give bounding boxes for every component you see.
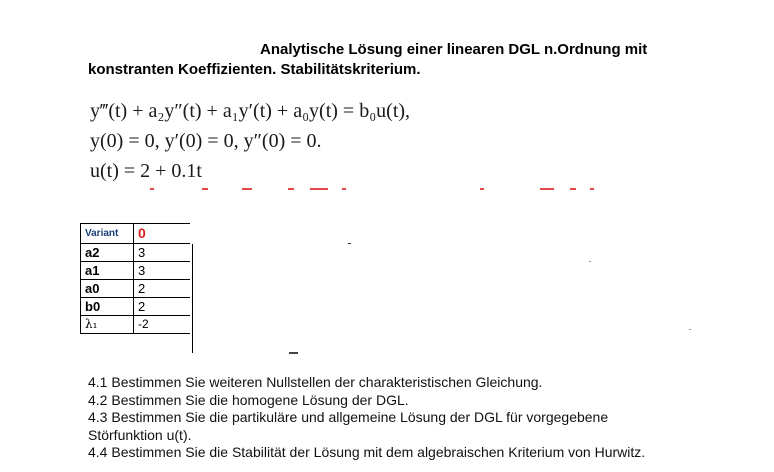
variant-table — [80, 223, 190, 334]
param-label: a2 — [81, 244, 134, 262]
stray-mark — [589, 261, 591, 262]
param-label: b0 — [81, 298, 134, 316]
formula-block — [90, 96, 410, 186]
param-value: 2 — [134, 298, 191, 316]
initial-conditions: y(0) = 0, y′(0) = 0, y″(0) = 0. — [90, 130, 322, 152]
stray-mark — [289, 352, 298, 354]
table-row — [81, 262, 191, 280]
stray-mark — [689, 329, 691, 330]
task-item: 4.1 Bestimmen Sie weiteren Nullstellen der charakteristischen Gleichung. — [88, 374, 543, 390]
title-line-1: Analytische Lösung einer linearen DGL n.Ordnung mit — [260, 41, 648, 58]
input-function: u(t) = 2 + 0.1t — [90, 160, 202, 182]
table-header-row — [81, 224, 191, 244]
task-list — [88, 374, 768, 462]
title-line-2: konstranten Koeffizienten. Stabilitätskriterium. — [88, 61, 421, 78]
task-item: 4.2 Bestimmen Sie die homogene Lösung der DGL. — [88, 391, 409, 408]
table-row — [81, 280, 191, 298]
variant-number: 0 — [134, 224, 191, 244]
table-row — [81, 244, 191, 262]
param-value: 3 — [134, 262, 191, 280]
task-item: 4.4 Bestimmen Sie die Stabilität der Lösung mit dem algebraischen Kriterium von Hurwitz. — [88, 444, 646, 460]
task-item: 4.3 Bestimmen Sie die partikuläre und allgemeine Lösung der DGL für vorgegebene — [88, 409, 609, 425]
stray-mark — [348, 243, 351, 244]
param-label: a0 — [81, 280, 134, 298]
table-row — [81, 298, 191, 316]
lambda-value: -2 — [134, 316, 191, 334]
lambda-label: λ₁ — [81, 316, 134, 334]
table-right-border — [192, 244, 193, 353]
param-value: 2 — [134, 280, 191, 298]
param-label: a1 — [81, 262, 134, 280]
differential-equation: y‴(t) + a₂y″(t) + a₁y′(t) + a₀y(t) = b₀u(t), — [90, 100, 411, 122]
param-value: 3 — [134, 244, 191, 262]
table-row — [81, 316, 191, 334]
task-item-continuation: Störfunktion u(t). — [88, 426, 192, 443]
document-title — [88, 40, 688, 80]
variant-label: Variant — [81, 224, 134, 244]
cropped-red-text-line — [150, 186, 600, 192]
